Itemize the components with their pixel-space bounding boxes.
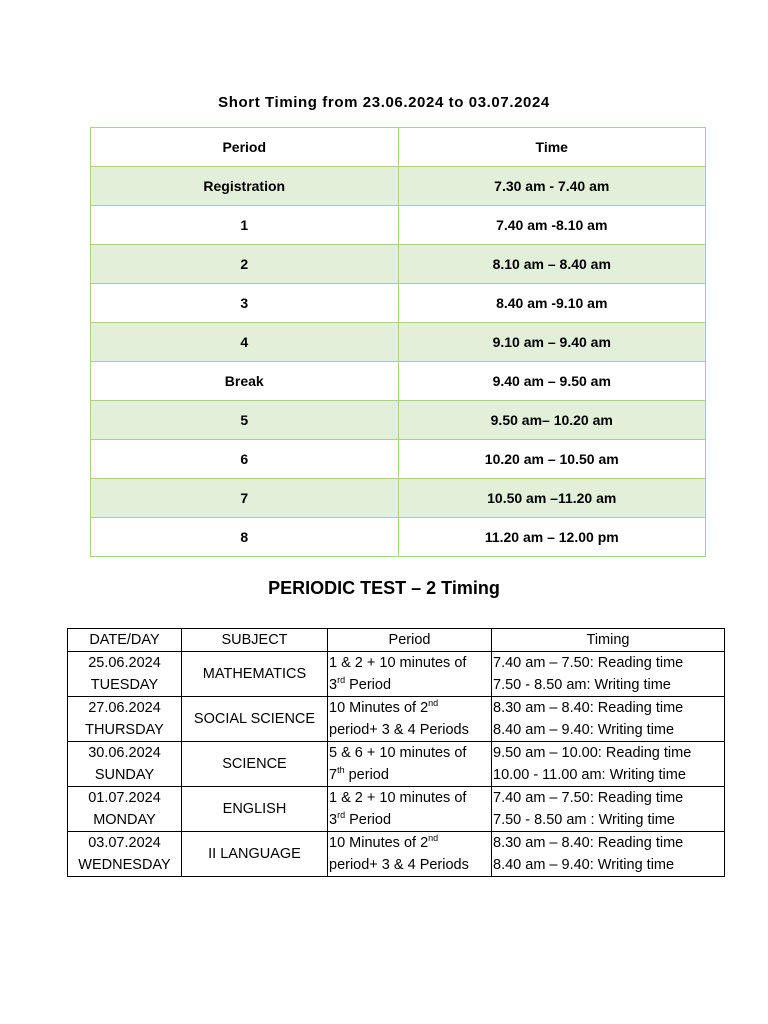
period-cell: 6	[91, 440, 399, 479]
date-text: 01.07.2024	[88, 790, 161, 806]
table-row	[91, 323, 706, 362]
reading-time: 9.50 am – 10.00: Reading time	[493, 745, 692, 761]
ordinal-suffix: nd	[428, 833, 439, 844]
writing-time: 7.50 - 8.50 am : Writing time	[493, 812, 675, 828]
column-header-period: Period	[328, 629, 492, 652]
period-text: period	[344, 767, 389, 783]
date-text: 03.07.2024	[88, 835, 161, 851]
subject-cell: MATHEMATICS	[182, 652, 328, 697]
table-row	[91, 362, 706, 401]
date-day-cell	[68, 742, 182, 787]
period-line: 1 & 2 + 10 minutes of	[329, 790, 467, 806]
table-row	[91, 245, 706, 284]
period-text: Period	[345, 677, 392, 693]
date-text: 30.06.2024	[88, 745, 161, 761]
table-row	[68, 832, 725, 877]
time-cell: 9.10 am – 9.40 am	[398, 323, 706, 362]
period-number: 7	[329, 767, 338, 783]
time-cell: 11.20 am – 12.00 pm	[398, 518, 706, 557]
short-timing-title: Short Timing from 23.06.2024 to 03.07.2024	[218, 94, 550, 111]
reading-time: 7.40 am – 7.50: Reading time	[493, 790, 684, 806]
period-line	[329, 697, 490, 719]
period-line: period+ 3 & 4 Periods	[329, 857, 469, 873]
time-cell: 10.50 am –11.20 am	[398, 479, 706, 518]
periodic-test-table	[67, 628, 725, 877]
reading-time: 8.30 am – 8.40: Reading time	[493, 700, 684, 716]
period-cell	[328, 832, 492, 877]
table-row	[68, 652, 725, 697]
table-row	[91, 167, 706, 206]
period-cell: 8	[91, 518, 399, 557]
period-line	[329, 832, 490, 854]
ordinal-suffix: rd	[337, 810, 346, 821]
period-cell	[328, 697, 492, 742]
period-line	[329, 674, 490, 696]
period-line	[329, 809, 490, 831]
timing-cell	[492, 697, 725, 742]
table-row	[68, 697, 725, 742]
day-text: WEDNESDAY	[78, 857, 171, 873]
date-day-cell	[68, 787, 182, 832]
period-line: period+ 3 & 4 Periods	[329, 722, 469, 738]
reading-time: 7.40 am – 7.50: Reading time	[493, 655, 684, 671]
short-timing-table	[90, 127, 706, 557]
writing-time: 7.50 - 8.50 am: Writing time	[493, 677, 671, 693]
table-header-row	[91, 128, 706, 167]
timing-cell	[492, 652, 725, 697]
period-cell: Break	[91, 362, 399, 401]
period-cell: 5	[91, 401, 399, 440]
time-cell: 7.30 am - 7.40 am	[398, 167, 706, 206]
ordinal-suffix: th	[337, 765, 345, 776]
period-cell: 3	[91, 284, 399, 323]
period-cell: Registration	[91, 167, 399, 206]
period-number: 3	[329, 677, 338, 693]
table-row	[91, 401, 706, 440]
writing-time: 8.40 am – 9.40: Writing time	[493, 722, 675, 738]
time-cell: 8.40 am -9.10 am	[398, 284, 706, 323]
period-cell: 4	[91, 323, 399, 362]
period-text: Period	[345, 812, 392, 828]
writing-time: 8.40 am – 9.40: Writing time	[493, 857, 675, 873]
period-cell	[328, 787, 492, 832]
ordinal-suffix: nd	[428, 698, 439, 709]
column-header-subject: SUBJECT	[182, 629, 328, 652]
table-row	[91, 440, 706, 479]
periodic-test-title: PERIODIC TEST – 2 Timing	[268, 578, 500, 598]
period-line: 5 & 6 + 10 minutes of	[329, 745, 467, 761]
period-cell	[328, 652, 492, 697]
table-row	[68, 742, 725, 787]
subject-cell: SCIENCE	[182, 742, 328, 787]
day-text: MONDAY	[93, 812, 156, 828]
period-number: 3	[329, 812, 338, 828]
timing-cell	[492, 832, 725, 877]
date-text: 25.06.2024	[88, 655, 161, 671]
period-cell: 7	[91, 479, 399, 518]
subject-cell: ENGLISH	[182, 787, 328, 832]
ordinal-suffix: rd	[337, 675, 346, 686]
period-cell: 2	[91, 245, 399, 284]
day-text: TUESDAY	[90, 677, 159, 693]
column-header-period: Period	[91, 128, 399, 167]
date-day-cell	[68, 697, 182, 742]
table-row	[91, 479, 706, 518]
day-text: SUNDAY	[94, 767, 155, 783]
table-row	[91, 518, 706, 557]
column-header-date-day: DATE/DAY	[68, 629, 182, 652]
column-header-timing: Timing	[492, 629, 725, 652]
time-cell: 7.40 am -8.10 am	[398, 206, 706, 245]
writing-time: 10.00 - 11.00 am: Writing time	[493, 767, 686, 783]
time-cell: 9.40 am – 9.50 am	[398, 362, 706, 401]
timing-cell	[492, 742, 725, 787]
date-day-cell	[68, 832, 182, 877]
period-cell: 1	[91, 206, 399, 245]
date-text: 27.06.2024	[88, 700, 161, 716]
period-line: 1 & 2 + 10 minutes of	[329, 655, 467, 671]
period-cell	[328, 742, 492, 787]
subject-cell: II LANGUAGE	[182, 832, 328, 877]
day-text: THURSDAY	[85, 722, 164, 738]
table-row	[68, 787, 725, 832]
table-row	[91, 206, 706, 245]
time-cell: 9.50 am– 10.20 am	[398, 401, 706, 440]
table-header-row	[68, 629, 725, 652]
time-cell: 8.10 am – 8.40 am	[398, 245, 706, 284]
period-line	[329, 764, 490, 786]
timing-cell	[492, 787, 725, 832]
reading-time: 8.30 am – 8.40: Reading time	[493, 835, 684, 851]
time-cell: 10.20 am – 10.50 am	[398, 440, 706, 479]
date-day-cell	[68, 652, 182, 697]
table-row	[91, 284, 706, 323]
column-header-time: Time	[398, 128, 706, 167]
period-text: 10 Minutes of 2	[329, 700, 429, 716]
subject-cell: SOCIAL SCIENCE	[182, 697, 328, 742]
period-text: 10 Minutes of 2	[329, 835, 429, 851]
